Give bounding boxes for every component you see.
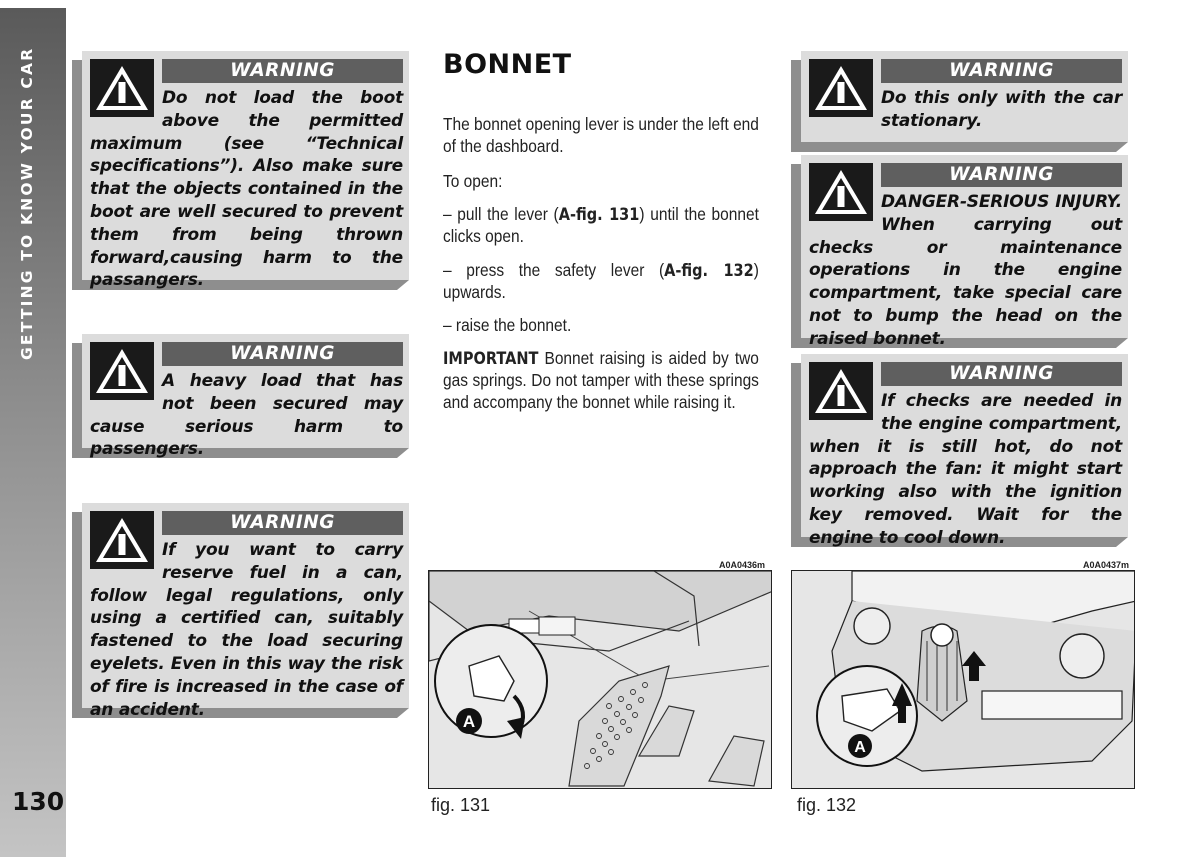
warning-header: WARNING <box>162 59 403 83</box>
step-3: – raise the bonnet. <box>443 315 572 335</box>
intro-paragraph: The bonnet opening lever is under the left end of the dashboard. <box>443 114 759 156</box>
warning-box-reserve-fuel <box>72 503 409 718</box>
figure-code: A0A0437m <box>1083 560 1130 570</box>
section-title: BONNET <box>443 49 572 80</box>
warning-box-hot-engine <box>791 354 1128 547</box>
warning-text: Do not load the boot above the permitted maximum (see “Technical specifications”). Also make sure that the objects contained in the boot are well secured to prevent them from being thrown forward,causing harm to the passangers. <box>90 88 403 291</box>
figure-callout-a: A <box>854 739 866 756</box>
figure-131-lever-illustration <box>428 570 772 789</box>
figure-code: A0A0436m <box>719 560 766 570</box>
figure-callout-a: A <box>462 712 476 731</box>
to-open-label: To open: <box>443 171 503 191</box>
warning-text: DANGER-SERIOUS INJURY. When carrying out checks or maintenance operations in the engine compartment, take special care not to bump the head on the raised bonnet. <box>809 192 1122 349</box>
warning-box-stationary <box>791 51 1128 152</box>
warning-header: WARNING <box>162 342 403 366</box>
warning-text: A heavy load that has not been secured may cause serious harm to passengers. <box>90 371 403 460</box>
chapter-title: GETTING TO KNOW YOUR CAR <box>18 46 36 360</box>
warning-box-heavy-load <box>72 334 409 458</box>
warning-header: WARNING <box>881 59 1122 83</box>
warning-header: WARNING <box>881 362 1122 386</box>
step-2: – press the safety lever (A-fig. 132) upwards. <box>443 260 759 302</box>
figure-reference: A-fig. 131 <box>558 205 640 224</box>
warning-text: Do this only with the car stationary. <box>881 88 1122 131</box>
step-1: – pull the lever (A-fig. 131) until the bonnet clicks open. <box>443 204 759 246</box>
page-number: 130 <box>12 787 65 816</box>
figure-caption: fig. 132 <box>797 795 857 815</box>
figure-reference: A-fig. 132 <box>664 261 754 280</box>
important-label: IMPORTANT <box>443 349 539 368</box>
warning-header: WARNING <box>162 511 403 535</box>
warning-text: If checks are needed in the engine compartment, when it is still hot, do not approach the fan: it might start working also with the ignition key removed. Wait for the engine to cool down. <box>809 391 1122 548</box>
figure-132-bonnet-illustration <box>791 570 1135 789</box>
figure-caption: fig. 131 <box>431 795 491 815</box>
important-note: IMPORTANT Bonnet raising is aided by two gas springs. Do not tamper with these springs and accompany the bonnet while raising it. <box>443 348 759 412</box>
warning-box-boot-load <box>72 51 409 290</box>
warning-text: If you want to carry reserve fuel in a can, follow legal regulations, only using a certified can, suitably fastened to the load securing eyelets. Even in this way the risk of fire is increased in the case of an accident. <box>90 540 403 720</box>
warning-box-serious-injury <box>791 155 1128 348</box>
warning-header: WARNING <box>881 163 1122 187</box>
